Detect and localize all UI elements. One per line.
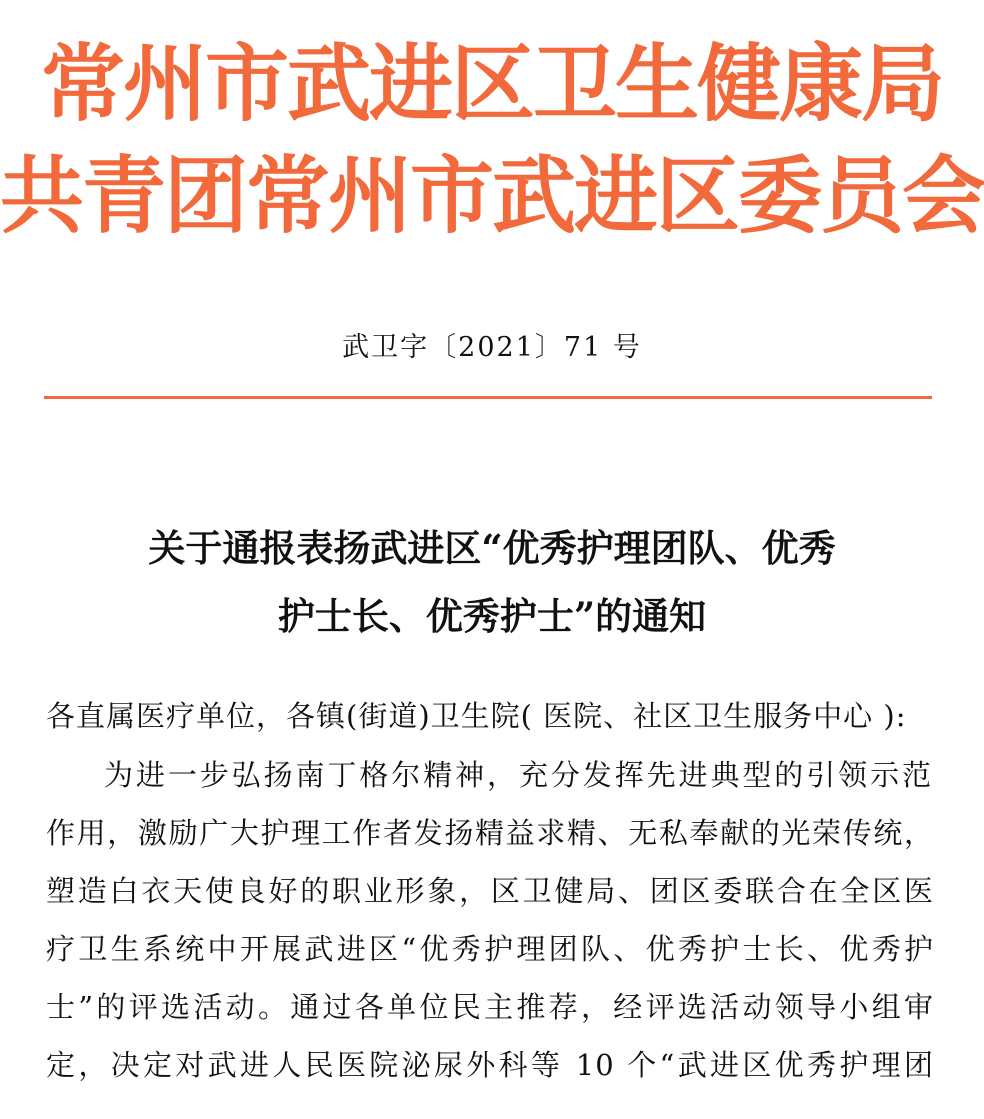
paragraph-line: 为进一步弘扬南丁格尔精神，充分发挥先进典型的引领示范 — [104, 758, 932, 792]
salutation: 各直属医疗单位，各镇(街道)卫生院( 医院、社区卫生服务中心 ): — [46, 699, 907, 733]
issuing-org-line-1: 常州市武进区卫生健康局 — [40, 34, 943, 133]
paragraph-line: 士”的评选活动。通过各单位民主推荐，经评选活动领导小组审 — [46, 990, 934, 1024]
notice-title-line-1: 关于通报表扬武进区“优秀护理团队、优秀 — [148, 526, 836, 570]
document-number: 武卫字〔2021〕71 号 — [342, 332, 642, 363]
notice-title-line-2: 护士长、优秀护士”的通知 — [277, 594, 707, 638]
paragraph-line: 定，决定对武进人民医院泌尿外科等 10 个“武进区优秀护理团 — [46, 1048, 934, 1082]
paragraph-line: 疗卫生系统中开展武进区“优秀护理团队、优秀护士长、优秀护 — [46, 932, 934, 966]
paragraph-line: 塑造白衣天使良好的职业形象，区卫健局、团区委联合在全区医 — [46, 874, 934, 908]
paragraph-line: 作用，激励广大护理工作者发扬精益求精、无私奉献的光荣传统， — [46, 816, 934, 850]
issuing-org-line-2: 共青团常州市武进区委员会 — [0, 146, 984, 245]
red-header-rule — [44, 396, 932, 399]
